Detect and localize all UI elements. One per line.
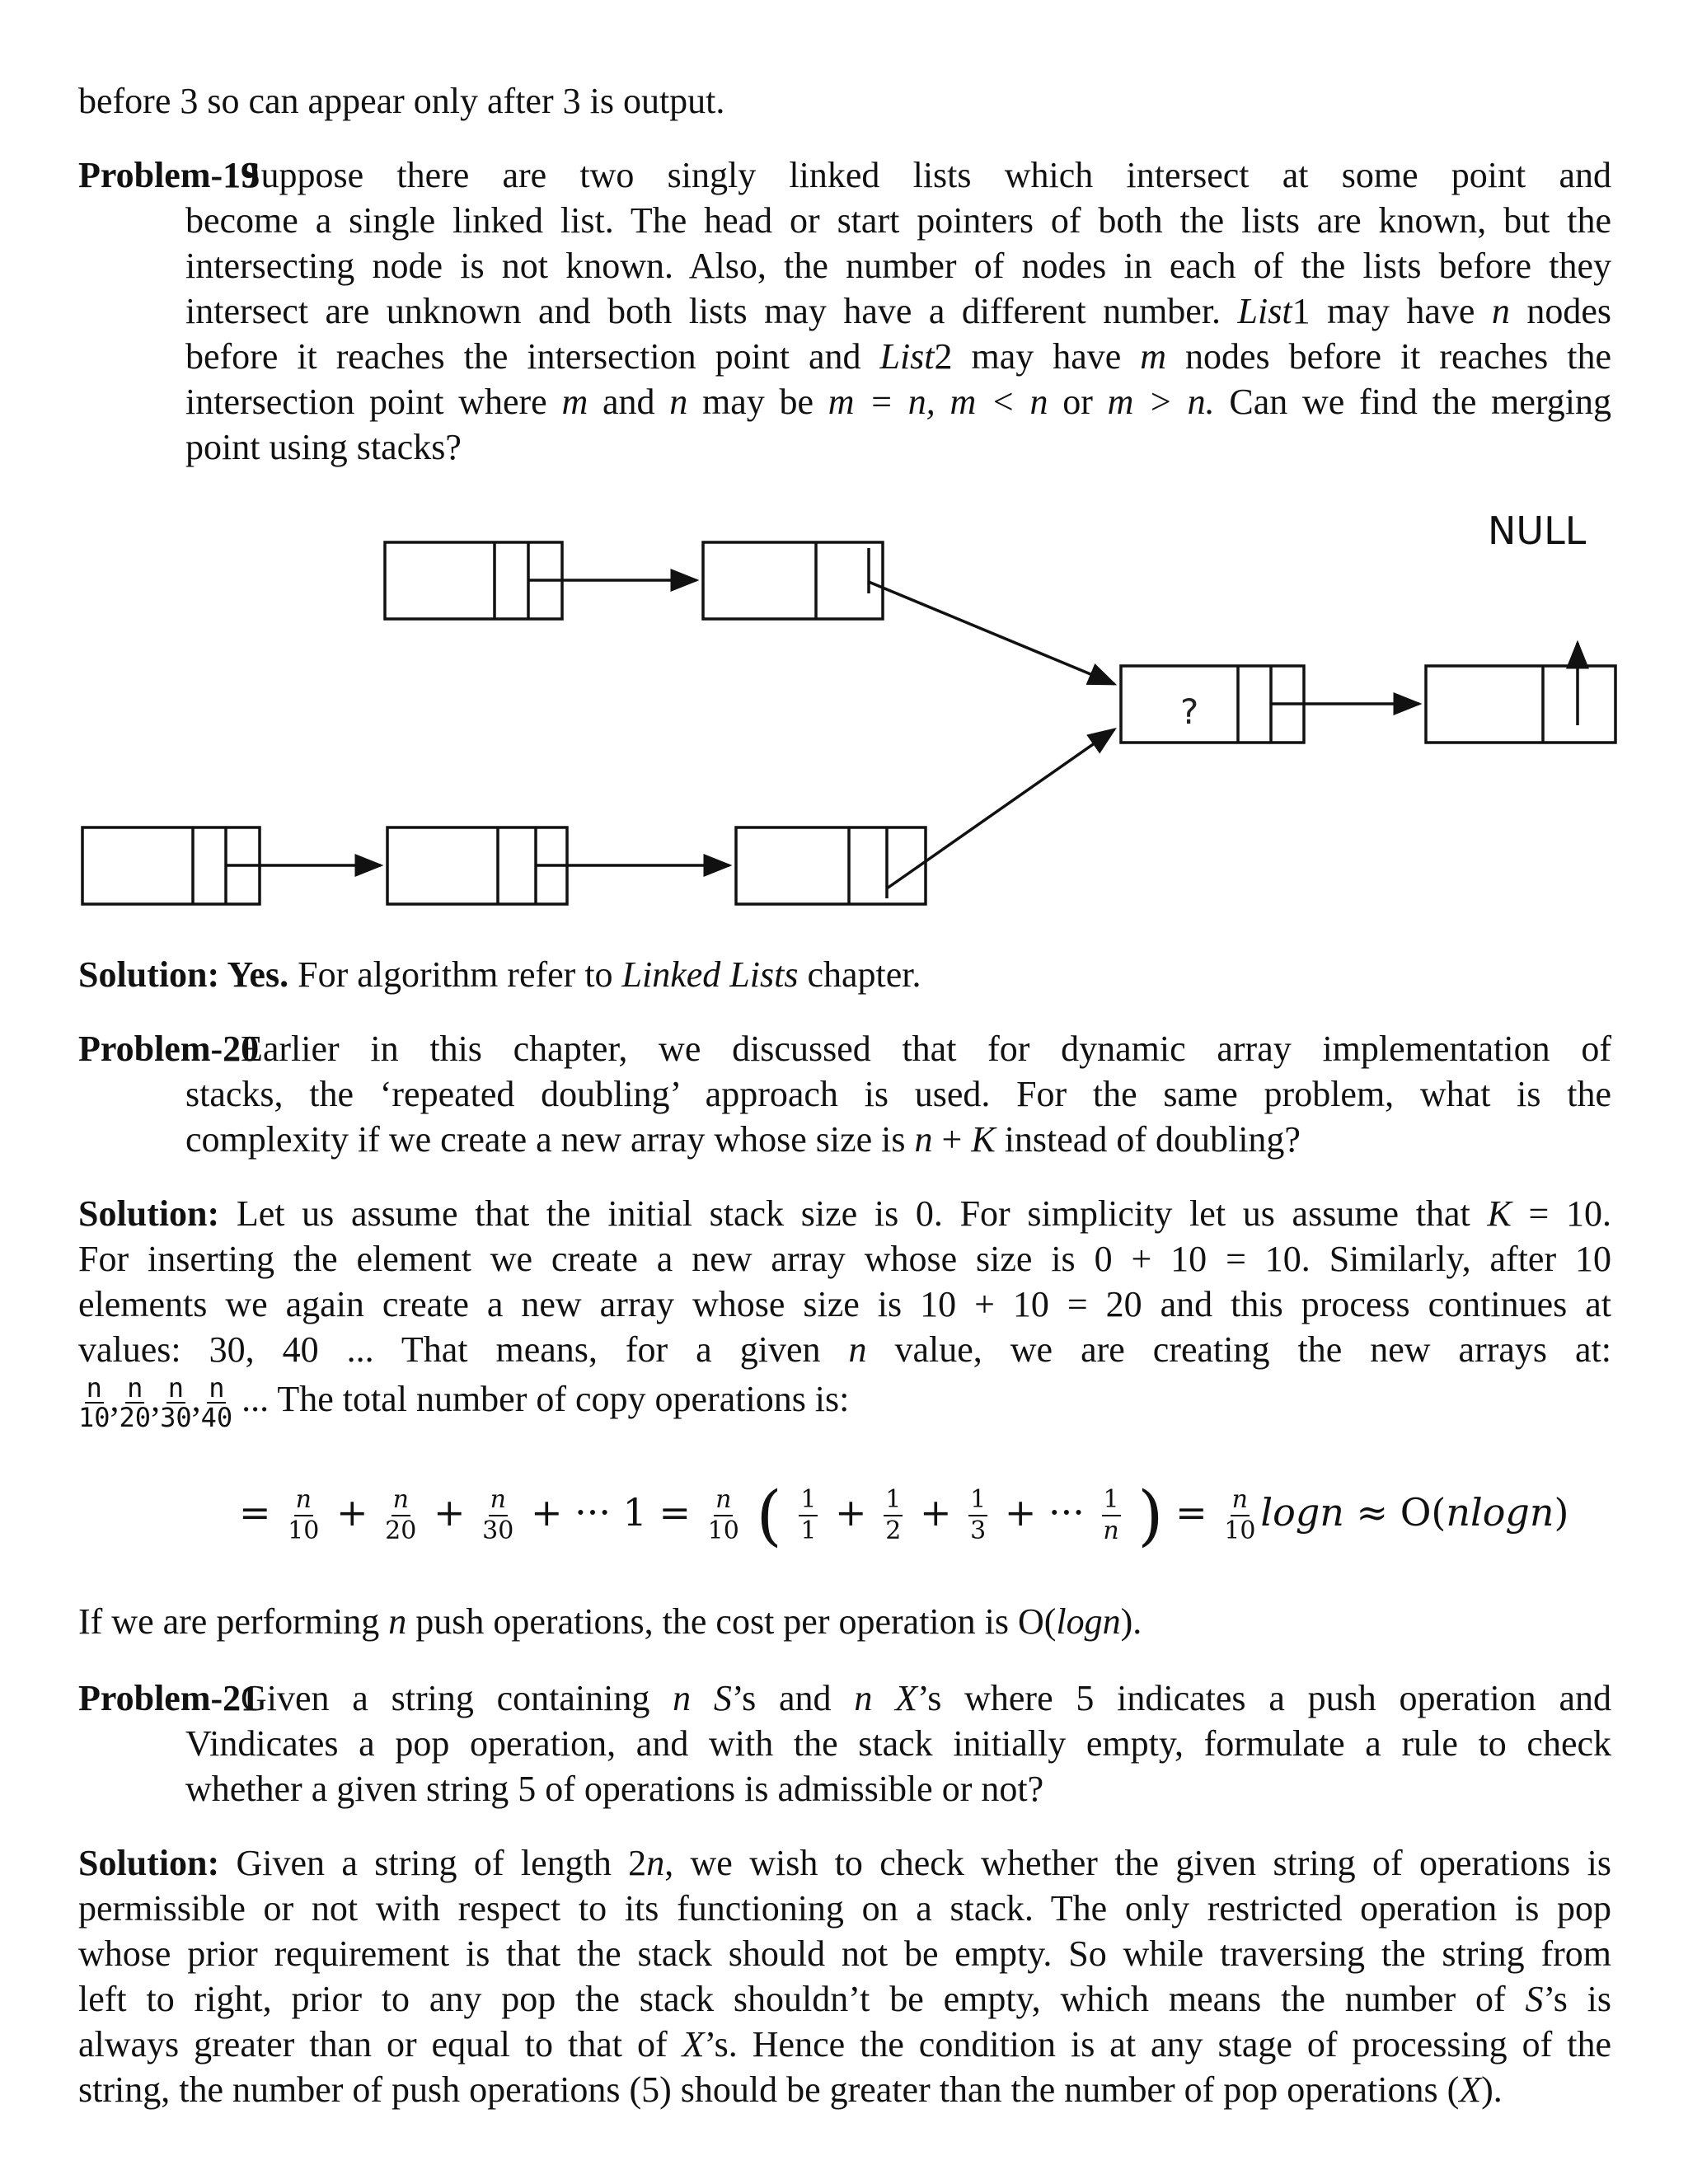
problem-20-line-2: stacks, the ‘repeated doubling’ approach is used. For the same problem, what is the — [185, 1074, 1611, 1114]
problem-20-label: Problem-20 — [78, 1029, 260, 1069]
problem-19-line-2: become a single linked list. The head or start pointers of both the lists are known, but the — [185, 200, 1611, 241]
problem-19-line-5: before it reaches the intersection point and List2 may have m nodes before it reaches the — [185, 336, 1611, 377]
solution-19: Solution: Yes. For algorithm refer to Linked Lists chapter. — [78, 954, 921, 995]
solution-21-line-6: string, the number of push operations (5) should be greater than the number of pop operations (X). — [78, 2069, 1503, 2110]
solution-21-line-2: permissible or not with respect to its functioning on a stack. The only restricted operation is pop — [78, 1888, 1611, 1929]
list1-node-2 — [703, 542, 883, 619]
solution-21-line-5: always greater than or equal to that of X’s. Hence the condition is at any stage of processing of the — [78, 2024, 1612, 2064]
problem-20-line-1: Problem-20Earlier in this chapter, we discussed that for dynamic array implementation of — [78, 1026, 1611, 1071]
solution-21-line-1: Solution: Given a string of length 2n, we wish to check whether the given string of operations is — [78, 1843, 1611, 1883]
null-label: NULL — [1488, 509, 1587, 553]
fraction: $\frac{1}{3}$ — [970, 1485, 987, 1545]
fraction: $\frac{n}{10}$ — [707, 1485, 739, 1545]
problem-21-line-3: whether a given string 5 of operations is admissible or not? — [185, 1769, 1044, 1809]
solution-20-line-4: values: 30, 40 ... That means, for a given n value, we are creating the new arrays at: — [78, 1329, 1612, 1370]
fraction: $\frac{1}{2}$ — [885, 1485, 902, 1545]
problem-19-line-7: point using stacks? — [185, 427, 462, 467]
problem-19-line-1: Problem-19Suppose there are two singly linked lists which intersect at some point and — [78, 152, 1611, 198]
fraction: $\frac{1}{1}$ — [800, 1485, 817, 1545]
pointer-arrow — [887, 729, 1114, 888]
fraction: $\frac{n}{20}$ — [119, 1371, 152, 1433]
fraction: $\frac{n}{10}$ — [288, 1485, 320, 1545]
problem-19-line-6: intersection point where m and n may be m = n, m < n or m > n. Can we find the merging — [185, 382, 1612, 422]
merge-node-question: ? — [1180, 691, 1199, 732]
fraction: $\frac{n}{30}$ — [482, 1485, 514, 1545]
copy-operations-equation: = $\frac{n}{10}$ + $\frac{n}{20}$ + $\frac{n}{30}$ + ··· 1 = $\frac{n}{10}$ ( $\frac{1}{1}$ + $\frac{1}{2}$ + $\frac{1}{3}$ + ··· $\frac{1}{n}$ ) = $\frac{n}{10}$ logn ≈ O(nlogn) — [239, 1477, 1569, 1554]
fraction: $\frac{n}{20}$ — [385, 1485, 417, 1545]
problem-20-line-3: complexity if we create a new array whose size is n + K instead of doubling? — [185, 1119, 1301, 1160]
solution-20-line-2: For inserting the element we create a new array whose size is 0 + 10 = 10. Similarly, after 10 — [78, 1239, 1611, 1279]
problem-21-line-2: Vindicates a pop operation, and with the stack initially empty, formulate a rule to check — [185, 1723, 1611, 1764]
solution-21-line-4: left to right, prior to any pop the stack shouldn’t be empty, which means the number of S’s is — [78, 1979, 1612, 2019]
list2-node-3 — [736, 827, 926, 904]
fraction: $\frac{n}{30}$ — [160, 1371, 192, 1433]
problem-21-label: Problem-21 — [78, 1678, 260, 1718]
fraction: $\frac{n}{10}$ — [1224, 1485, 1256, 1545]
solution-21-line-3: whose prior requirement is that the stack should not be empty. So while traversing the string from — [78, 1933, 1611, 1974]
fraction: $\frac{n}{40}$ — [200, 1371, 233, 1433]
pointer-arrow — [869, 582, 1114, 684]
fraction: $\frac{n}{10}$ — [78, 1371, 110, 1433]
push-cost-line: If we are performing n push operations, the cost per operation is O(logn). — [78, 1601, 1142, 1642]
fraction: $\frac{1}{n}$ — [1103, 1485, 1119, 1545]
linked-list-diagram — [0, 494, 1688, 923]
problem-19-line-3: intersecting node is not known. Also, the number of nodes in each of the lists before they — [185, 246, 1611, 286]
solution-20-line-1: Solution: Let us assume that the initial stack size is 0. For simplicity let us assume that K = 10. — [78, 1193, 1611, 1234]
problem-21-line-1: Problem-21Given a string containing n S’s and n X’s where 5 indicates a push operation and — [78, 1675, 1611, 1721]
carryover-line: before 3 so can appear only after 3 is output. — [78, 81, 725, 121]
problem-19-label: Problem-19 — [78, 155, 260, 195]
tail-node — [1426, 666, 1615, 743]
solution-20-line-5: $\frac{n}{10}$ , $\frac{n}{20}$ , $\frac{n}{30}$ , $\frac{n}{40}$ ... The total number of copy operations is: — [78, 1371, 850, 1433]
problem-19-line-4: intersect are unknown and both lists may have a different number. List1 may have n nodes — [185, 291, 1612, 331]
solution-20-line-3: elements we again create a new array whose size is 10 + 10 = 20 and this process continues at — [78, 1284, 1611, 1324]
